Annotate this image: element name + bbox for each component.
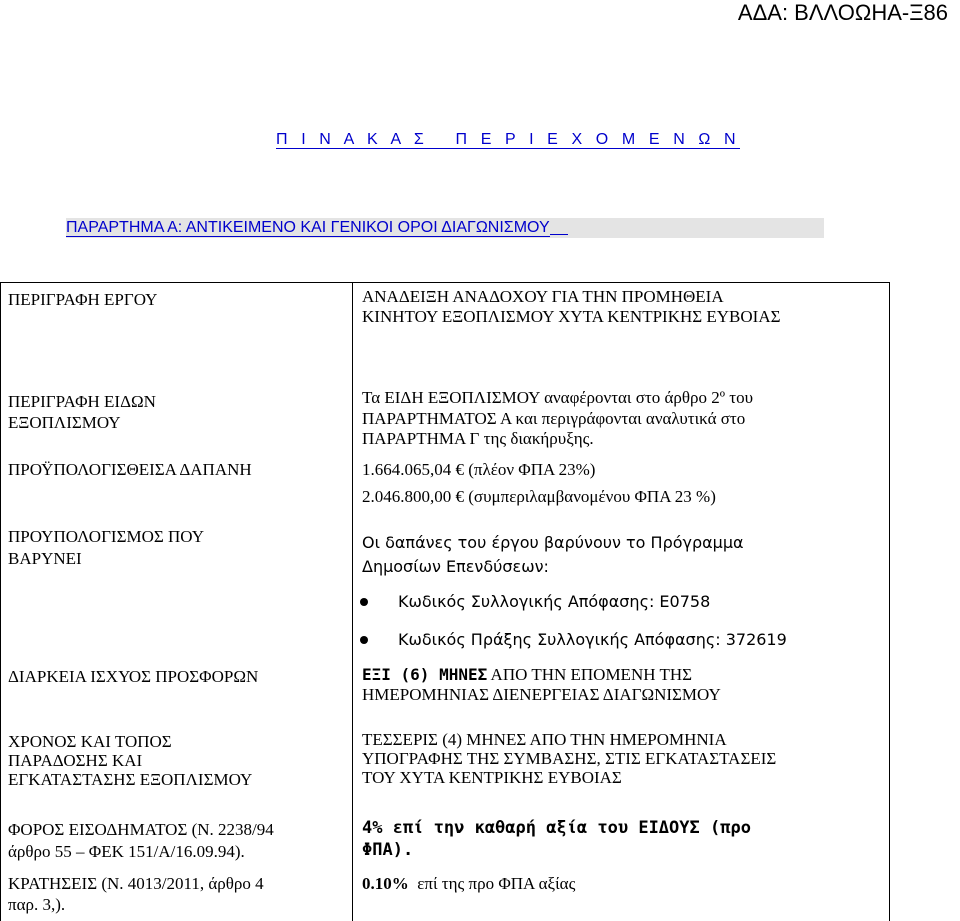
withholding-rate: 0.10% (362, 874, 409, 893)
budget-value-net: 1.664.065,04 € (πλέον ΦΠΑ 23%) (362, 460, 596, 479)
project-label: ΠΕΡΙΓΡΑΦΗ ΕΡΓΟΥ (8, 290, 158, 309)
tax-value-line-1: 4% επί την καθαρή αξία του ΕΙΔΟΥΣ (προ (362, 818, 751, 838)
project-value-line-1: ΑΝΑΔΕΙΞΗ ΑΝΑΔΟΧΟΥ ΓΙΑ ΤΗΝ ΠΡΟΜΗΘΕΙΑ (362, 287, 724, 306)
project-value-line-2: ΚΙΝΗΤΟΥ ΕΞΟΠΛΙΣΜΟΥ ΧΥΤΑ ΚΕΝΤΡΙΚΗΣ ΕΥΒΟΙΑΣ (362, 307, 781, 326)
withholding-value: 0.10% επί της προ ΦΠΑ αξίας (362, 874, 576, 893)
tax-label-line-2: άρθρο 55 – ΦΕΚ 151/Α/16.09.94). (8, 842, 245, 861)
tax-value-line-2: ΦΠΑ). (362, 840, 414, 860)
charged-code-list (360, 592, 787, 668)
charged-value-line-1: Οι δαπάνες του έργου βαρύνουν το Πρόγραμμα (362, 533, 744, 552)
tax-label-line-1: ΦΟΡΟΣ ΕΙΣΟΔΗΜΑΤΟΣ (Ν. 2238/94 (8, 820, 274, 839)
list-item: Κωδικός Συλλογικής Απόφασης: Ε0758 (360, 592, 787, 612)
delivery-label-line-2: ΠΑΡΑΔΟΣΗΣ ΚΑΙ (8, 751, 143, 770)
appendix-title: ΠΑΡΑΡΤΗΜΑ Α: ΑΝΤΙΚΕΙΜΕΝΟ ΚΑΙ ΓΕΝΙΚΟΙ ΟΡΟΙ ΔΙΑΓΩΝΙΣΜΟΥ (66, 218, 824, 238)
equipment-value-line-3: ΠΑΡΑΡΤΗΜΑ Γ της διακήρυξης. (362, 429, 594, 448)
table-border-top (0, 282, 890, 283)
table-column-divider (352, 282, 353, 921)
equipment-value-line-2: ΠΑΡΑΡΤΗΜΑΤΟΣ Α και περιγράφονται αναλυτικά στο (362, 409, 746, 428)
delivery-label-line-1: ΧΡΟΝΟΣ ΚΑΙ ΤΟΠΟΣ (8, 732, 172, 751)
withholding-label-line-1: ΚΡΑΤΗΣΕΙΣ (Ν. 4013/2011, άρθρο 4 (8, 874, 264, 893)
delivery-label-line-3: ΕΓΚΑΤΑΣΤΑΣΗΣ ΕΞΟΠΛΙΣΜΟΥ (8, 770, 253, 789)
equipment-value-line-1: Τα ΕΙΔΗ ΕΞΟΠΛΙΣΜΟΥ αναφέρονται στο άρθρο 2º του (362, 388, 754, 407)
validity-value-line-2: ΗΜΕΡΟΜΗΝΙΑΣ ΔΙΕΝΕΡΓΕΙΑΣ ΔΙΑΓΩΝΙΣΜΟΥ (362, 685, 721, 704)
charged-label-line-2: ΒΑΡΥΝΕΙ (8, 549, 82, 568)
bullet-icon (360, 598, 368, 606)
budget-label: ΠΡΟΫΠΟΛΟΓΙΣΘΕΙΣΑ ΔΑΠΑΝΗ (8, 460, 252, 479)
budget-value-gross: 2.046.800,00 € (συμπεριλαμβανομένου ΦΠΑ 23 %) (362, 487, 716, 506)
delivery-value-line-2: ΥΠΟΓΡΑΦΗΣ ΤΗΣ ΣΥΜΒΑΣΗΣ, ΣΤΙΣ ΕΓΚΑΤΑΣΤΑΣΕΙΣ (362, 749, 777, 768)
validity-duration: ΕΞΙ (6) ΜΗΝΕΣ (362, 665, 488, 684)
equipment-label-line-2: ΕΞΟΠΛΙΣΜΟΥ (8, 413, 121, 432)
table-border-right (889, 282, 890, 921)
table-border-left (0, 282, 1, 921)
withholding-label-line-2: παρ. 3,). (8, 895, 66, 914)
validity-value-line-1: ΕΞΙ (6) ΜΗΝΕΣ ΑΠΟ ΤΗΝ ΕΠΟΜΕΝΗ ΤΗΣ (362, 665, 692, 684)
toc-title: Π Ι Ν Α Κ Α Σ Π Ε Ρ Ι Ε Χ Ο Μ Ε Ν Ω Ν (276, 131, 741, 148)
ada-code: ΑΔΑ: ΒΛΛΟΩΗΑ-Ξ86 (737, 0, 948, 25)
charged-value-line-2: Δημοσίων Επενδύσεων: (362, 557, 549, 576)
delivery-value-line-1: ΤΕΣΣΕΡΙΣ (4) ΜΗΝΕΣ ΑΠΟ ΤΗΝ ΗΜΕΡΟΜΗΝΙΑ (362, 730, 727, 749)
delivery-value-line-3: ΤΟΥ ΧΥΤΑ ΚΕΝΤΡΙΚΗΣ ΕΥΒΟΙΑΣ (362, 768, 622, 787)
bullet-icon (360, 636, 368, 644)
charged-label-line-1: ΠΡΟΥΠΟΛΟΓΙΣΜΟΣ ΠΟΥ (8, 527, 204, 546)
validity-label: ΔΙΑΡΚΕΙΑ ΙΣΧΥΟΣ ΠΡΟΣΦΟΡΩΝ (8, 667, 259, 686)
list-item: Κωδικός Πράξης Συλλογικής Απόφασης: 372619 (360, 630, 787, 650)
equipment-label-line-1: ΠΕΡΙΓΡΑΦΗ ΕΙΔΩΝ (8, 392, 156, 411)
